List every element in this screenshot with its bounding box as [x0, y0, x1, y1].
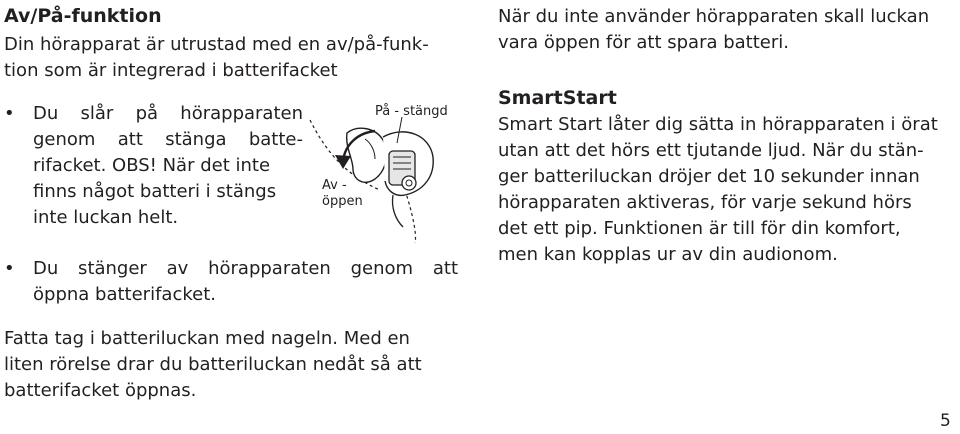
- bullet1-line-5: inte luckan helt.: [33, 207, 179, 228]
- paragraph-line-2: liten rörelse drar du batteriluckan nedåt så att: [4, 354, 422, 375]
- smartstart-line-5: det ett pip. Funktionen är till för din komfort,: [498, 218, 901, 239]
- right-intro-line-1: När du inte använder hörapparaten skall luckan: [498, 6, 930, 27]
- intro-line-1: Din hörapparat är utrustad med en av/på-funk-: [4, 34, 429, 55]
- figure-label-off-line-1: Av -: [322, 178, 347, 193]
- bullet-marker: •: [4, 258, 15, 279]
- paragraph-line-1: Fatta tag i batteriluckan med nageln. Med en: [4, 328, 410, 349]
- smartstart-line-3: ger batteriluckan dröjer det 10 sekunder innan: [498, 166, 920, 187]
- bullet2-line-1: Du stänger av hörapparaten genom att: [33, 258, 458, 279]
- smartstart-line-6: men kan kopplas ur av din audionom.: [498, 244, 838, 265]
- figure-label-off-line-2: öppen: [322, 194, 363, 209]
- bullet1-line-4: finns något batteri i stängs: [33, 181, 277, 202]
- intro-line-2: tion som är integrerad i batterifacket: [4, 60, 338, 81]
- bullet2-line-2: öppna batterifacket.: [33, 284, 216, 305]
- bullet1-line-1: Du slår på hörapparaten: [33, 103, 303, 124]
- right-intro-line-2: vara öppen för att spara batteri.: [498, 32, 789, 53]
- section-heading-smartstart: SmartStart: [498, 87, 617, 109]
- smartstart-line-2: utan att det hörs ett tjutande ljud. När du stän-: [498, 140, 924, 161]
- smartstart-line-1: Smart Start låter dig sätta in hörapparaten i örat: [498, 114, 938, 135]
- bullet1-line-3: rifacket. OBS! När det inte: [33, 155, 271, 176]
- section-heading-on-off: Av/På-funktion: [4, 5, 162, 27]
- smartstart-line-4: hörapparaten aktiveras, för varje sekund hörs: [498, 192, 912, 213]
- figure-label-on-closed: På - stängd: [375, 104, 448, 119]
- bullet-marker: •: [4, 103, 15, 124]
- paragraph-line-3: batterifacket öppnas.: [4, 380, 197, 401]
- bullet1-line-2: genom att stänga batte-: [33, 129, 303, 150]
- page-number: 5: [940, 411, 951, 431]
